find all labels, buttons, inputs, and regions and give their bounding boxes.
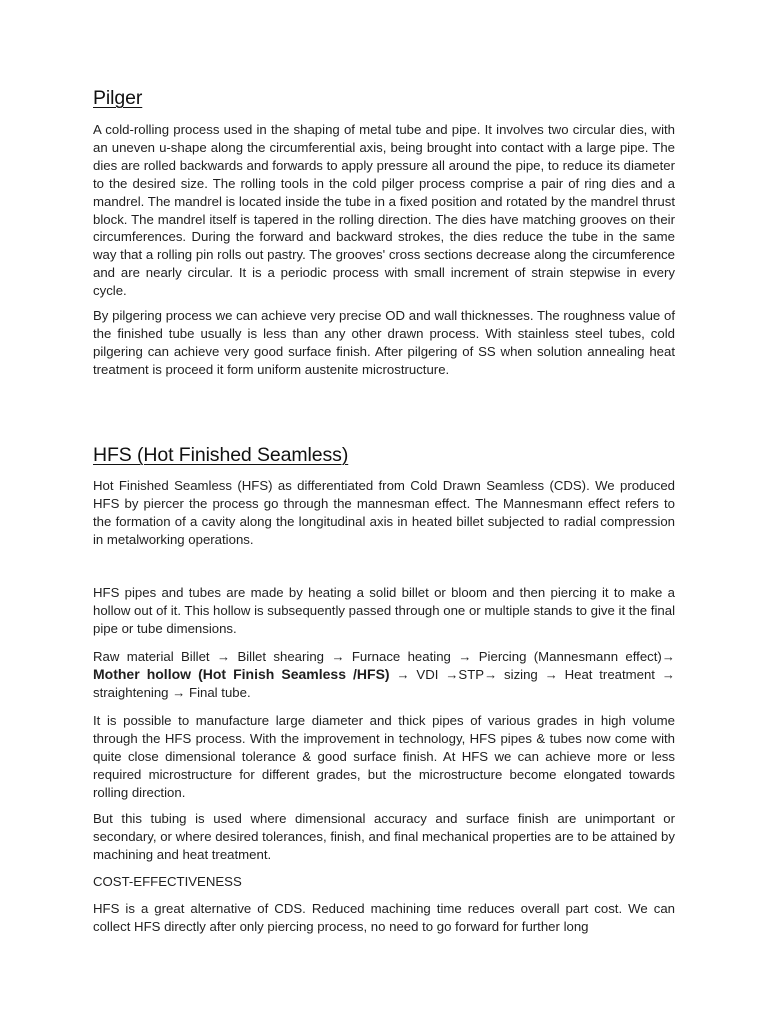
hfs-paragraph-3: It is possible to manufacture large diameter and thick pipes of various grades in high volume through the HFS process. With the improvement in technology, HFS pipes & tubes now come with quite close dimensional tolerance & good surface finish. At HFS we can achieve more or less required microstructure for different grades, but the microstructure become elongated towards rolling direction. <box>93 713 675 800</box>
pilger-heading: Pilger <box>93 87 143 109</box>
pilger-paragraph-2: By pilgering process we can achieve very precise OD and wall thicknesses. The roughness value of the finished tube usually is less than any other drawn process. With stainless steel tubes, cold pilgering can achieve very good surface finish. After pilgering of SS when solution annealing heat treatment is proceed it form uniform austenite microstructure. <box>93 308 675 377</box>
pilger-paragraph-1: A cold-rolling process used in the shaping of metal tube and pipe. It involves two circular dies, with an uneven u-shape along the circumferential axis, being brought into contact with a large pipe. The dies are rolled backwards and forwards to apply pressure all around the pipe, to reduce its diameter to the desired size. The rolling tools in the cold pilger process comprise a pair of ring dies and a mandrel. The mandrel is located inside the tube in a fixed position and rotated by the mandrel thrust block. The mandrel itself is tapered in the rolling direction. The dies have matching grooves on their circumferences. During the forward and backward strokes, the dies reduce the tube in the same way that a rolling pin rolls out pastry. The grooves' cross sections decrease along the circumference and are nearly circular. It is a periodic process with small increment of strain stepwise in every cycle. <box>93 122 675 299</box>
hfs-paragraph-5: HFS is a great alternative of CDS. Reduced machining time reduces overall part cost. We can collect HFS directly after only piercing process, no need to go forward for further long <box>93 901 675 934</box>
process-flow-highlight: Mother hollow (Hot Finish Seamless /HFS) <box>93 665 390 682</box>
hfs-paragraph-1: Hot Finished Seamless (HFS) as differentiated from Cold Drawn Seamless (CDS). We produced HFS by piercer the process go through the mannesman effect. The Mannesmann effect refers to the formation of a cavity along the longitudinal axis in heated billet subjected to radial compression in metalworking operations. <box>93 478 675 547</box>
hfs-process-flow <box>93 648 675 702</box>
process-flow-end: → VDI →STP→ sizing → Heat treatment → straightening → Final tube. <box>93 666 675 700</box>
hfs-paragraph-2: HFS pipes and tubes are made by heating a solid billet or bloom and then piercing it to make a hollow out of it. This hollow is subsequently passed through one or multiple stands to give it the final pipe or tube dimensions. <box>93 585 675 636</box>
process-flow-start: Raw material Billet → Billet shearing → Furnace heating → Piercing (Mannesmann effect)→ <box>93 649 675 664</box>
cost-effectiveness-heading: COST-EFFECTIVENESS <box>93 874 242 889</box>
hfs-paragraph-4: But this tubing is used where dimensional accuracy and surface finish are unimportant or secondary, or where desired tolerances, finish, and final mechanical properties are to be attained by machining and heat treatment. <box>93 811 675 862</box>
hfs-heading: HFS (Hot Finished Seamless) <box>93 444 349 466</box>
